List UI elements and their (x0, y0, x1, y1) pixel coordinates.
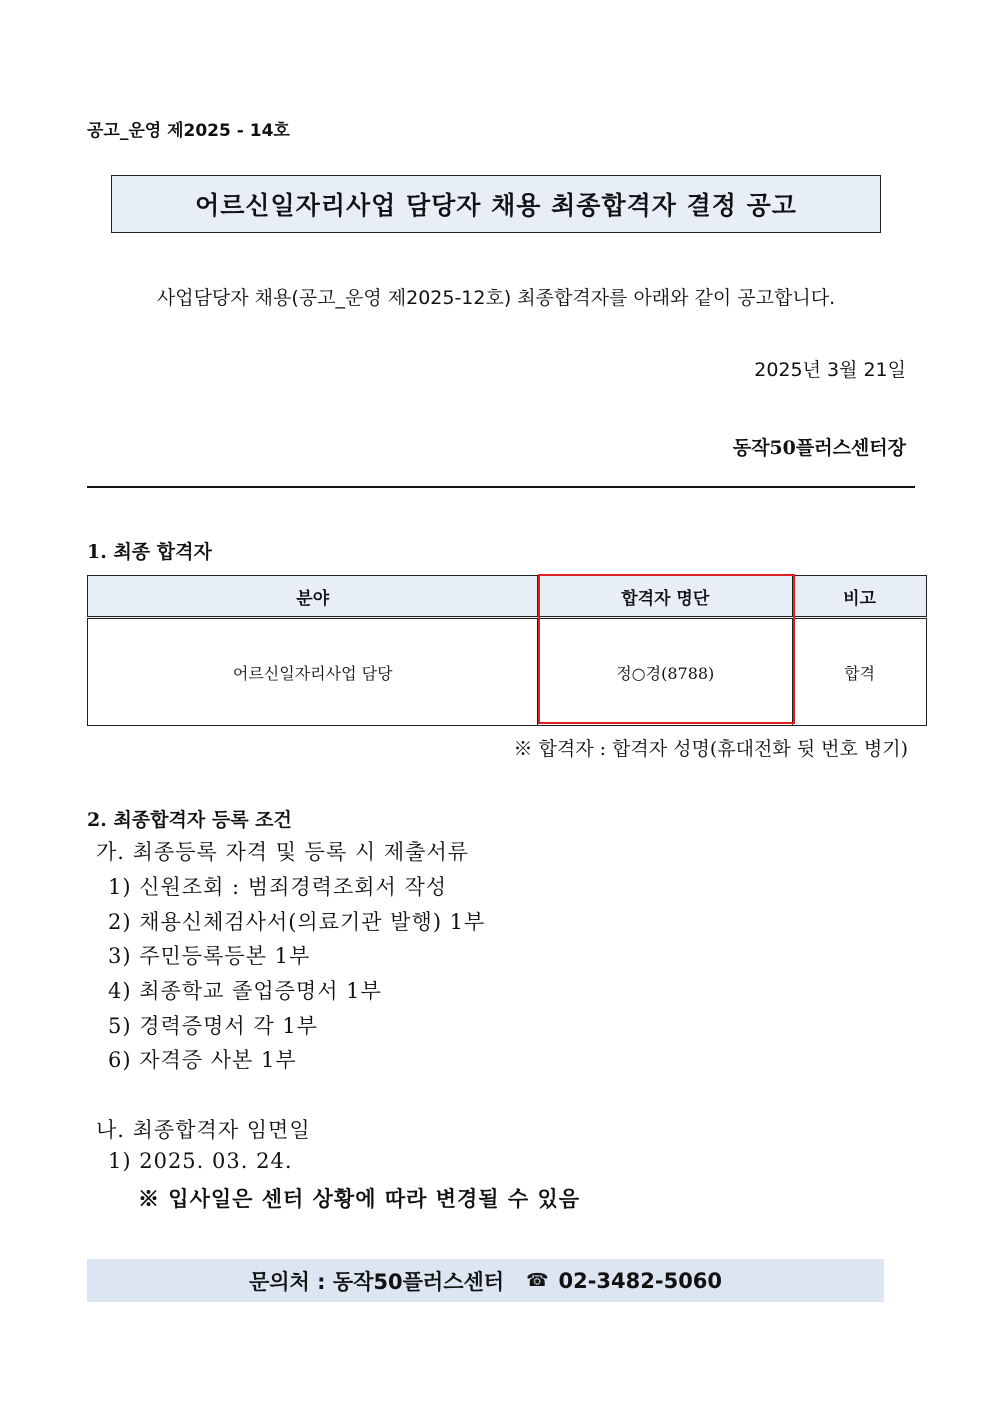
list-item: 2) 채용신체검사서(의료기관 발행) 1부 (108, 910, 486, 934)
divider (87, 486, 915, 488)
cell-name: 정○경(8788) (538, 618, 793, 726)
table-note: ※ 합격자 : 합격자 성명(휴대전화 뒷 번호 병기) (513, 738, 908, 760)
column-header-field: 분야 (88, 576, 538, 618)
cell-remark: 합격 (793, 618, 927, 726)
sub-a-title: 가. 최종등록 자격 및 등록 시 제출서류 (96, 840, 470, 864)
document-title: 어르신일자리사업 담당자 채용 최종합격자 결정 공고 (195, 191, 797, 220)
column-header-remark: 비고 (793, 576, 927, 618)
notice-number: 공고_운영 제2025 - 14호 (87, 121, 290, 141)
result-table (87, 575, 927, 726)
list-item: 5) 경력증명서 각 1부 (108, 1014, 318, 1038)
start-date-note: ※ 입사일은 센터 상황에 따라 변경될 수 있음 (138, 1186, 581, 1211)
signer: 동작50플러스센터장 (732, 437, 906, 459)
announcement-date: 2025년 3월 21일 (754, 359, 906, 381)
telephone-icon: ☎ (526, 1270, 549, 1291)
intro-text: 사업담당자 채용(공고_운영 제2025-12호) 최종합격자를 아래와 같이 공고합니다. (156, 287, 836, 309)
list-item: 1) 신원조회 : 범죄경력조회서 작성 (108, 875, 448, 899)
table-header-row (88, 576, 927, 618)
column-header-name: 합격자 명단 (538, 576, 793, 618)
list-item: 1) 2025. 03. 24. (108, 1149, 293, 1173)
contact-label: 문의처 : 동작50플러스센터 (248, 1269, 505, 1294)
contact-bar (87, 1259, 884, 1302)
section-1-heading: 1. 최종 합격자 (87, 541, 212, 563)
section-2-heading: 2. 최종합격자 등록 조건 (87, 809, 292, 831)
document-title-box (111, 175, 881, 233)
table-row (88, 618, 927, 726)
cell-field: 어르신일자리사업 담당 (88, 618, 538, 726)
list-item: 3) 주민등록등본 1부 (108, 944, 311, 968)
sub-b-title: 나. 최종합격자 임면일 (96, 1118, 311, 1142)
list-item: 6) 자격증 사본 1부 (108, 1048, 297, 1072)
contact-phone: 02-3482-5060 (558, 1268, 723, 1293)
list-item: 4) 최종학교 졸업증명서 1부 (108, 979, 382, 1003)
